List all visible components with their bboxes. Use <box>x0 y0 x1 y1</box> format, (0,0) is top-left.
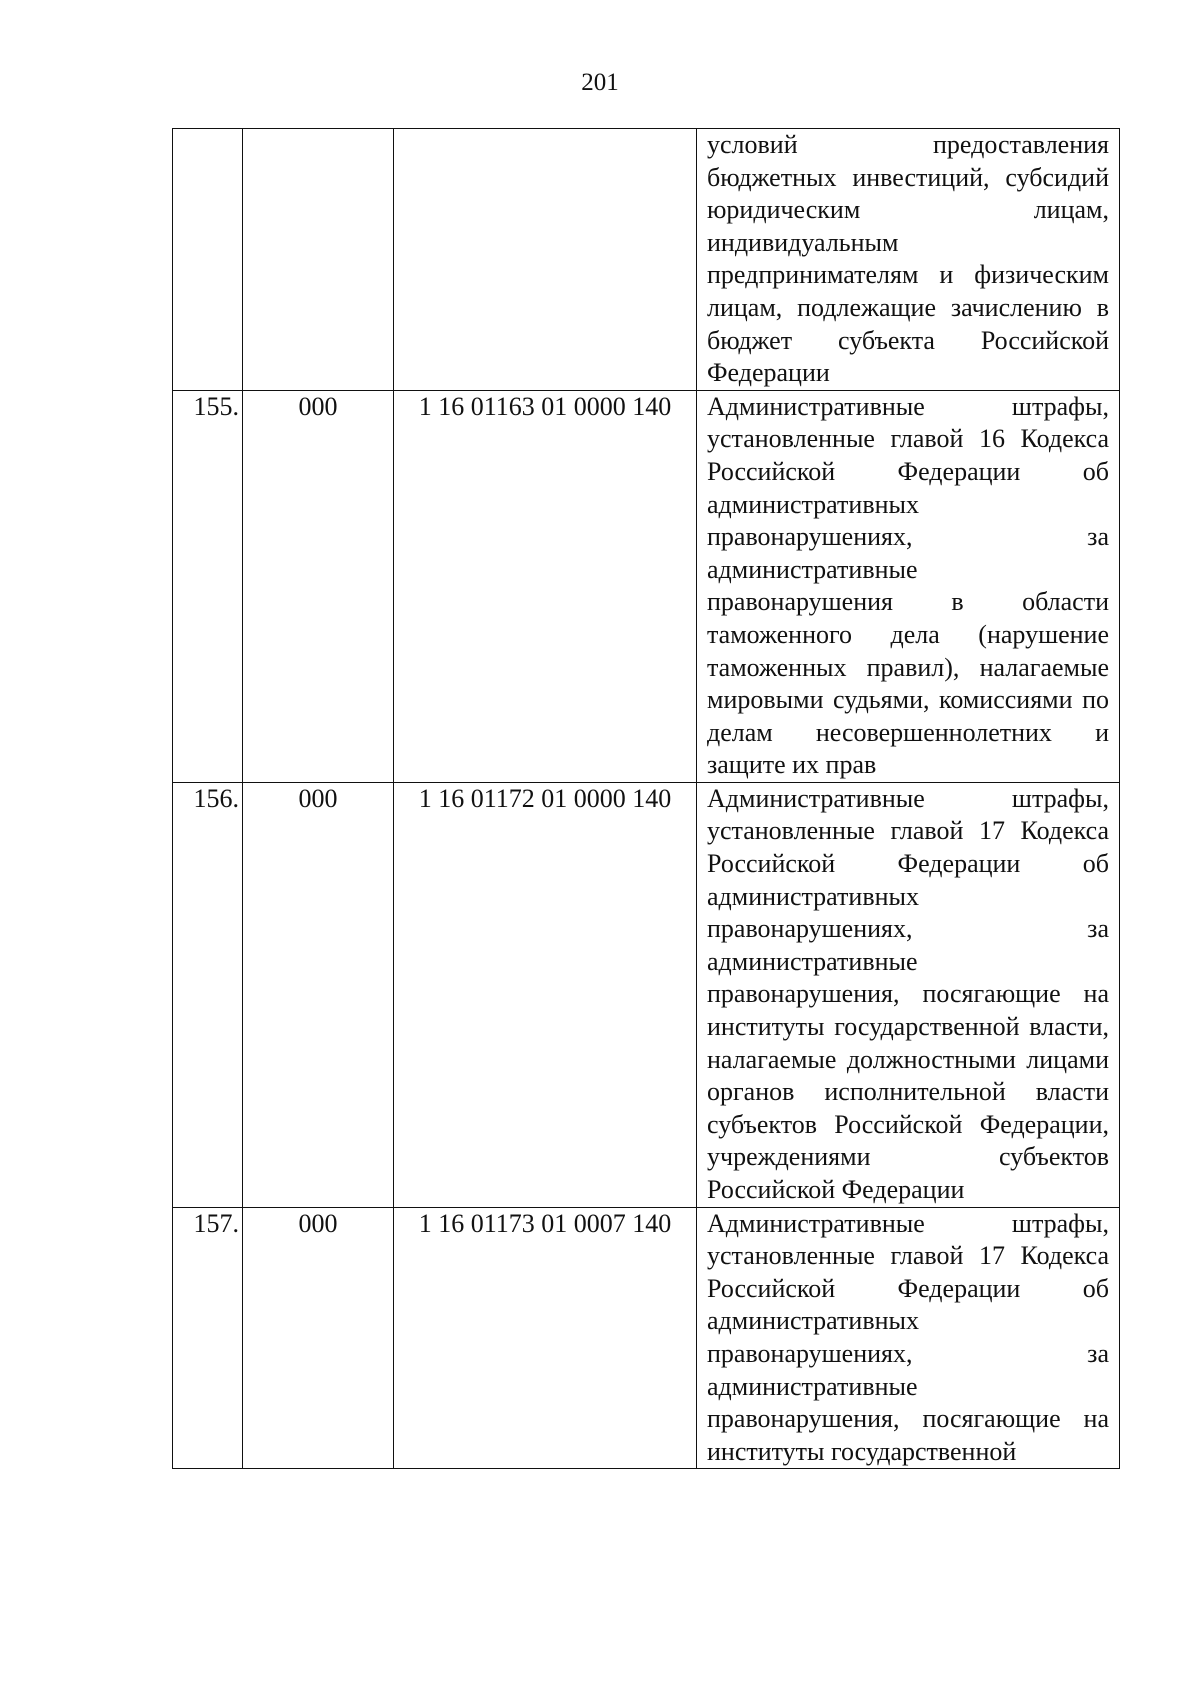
description: условий предоставления бюджетных инвестиций, субсидий юридическим лицам, индивидуальным предпринимателям и физическим лицам, подлежащие зачислению в бюджет субъекта Российской Федерации <box>707 130 1109 388</box>
row-number-cell <box>173 390 243 782</box>
table-row <box>173 390 1120 782</box>
budget-code-cell <box>394 390 697 782</box>
row-number-cell <box>173 782 243 1207</box>
admin-code: 000 <box>298 391 338 421</box>
row-number-cell <box>173 129 243 391</box>
description: Административные штрафы, установленные главой 17 Кодекса Российской Федерации об административных правонарушениях, за административные правонарушения, посягающие на институты государственной <box>707 1208 1109 1466</box>
budget-code: 1 16 01172 01 0000 140 <box>418 783 672 813</box>
description: Административные штрафы, установленные главой 17 Кодекса Российской Федерации об административных правонарушениях, за административные правонарушения, посягающие на институты государственной власти, налагаемые должностными лицами органов исполнительной власти субъектов Российской Федерации, учреждениями субъектов Российской Федерации <box>707 783 1109 1204</box>
table-row <box>173 129 1120 391</box>
description-cell <box>697 390 1120 782</box>
budget-codes-table <box>172 128 1120 1469</box>
budget-code-cell <box>394 129 697 391</box>
row-number-cell <box>173 1207 243 1469</box>
description: Административные штрафы, установленные главой 16 Кодекса Российской Федерации об административных правонарушениях, за административные правонарушения в области таможенного дела (нарушение таможенных правил), налагаемые мировыми судьями, комиссиями по делам несовершеннолетних и защите их прав <box>707 391 1109 780</box>
budget-code: 1 16 01173 01 0007 140 <box>418 1208 672 1238</box>
admin-code-cell <box>243 1207 394 1469</box>
table-row <box>173 782 1120 1207</box>
admin-code: 000 <box>298 1208 338 1238</box>
admin-code-cell <box>243 129 394 391</box>
description-cell <box>697 129 1120 391</box>
admin-code: 000 <box>298 783 338 813</box>
description-cell <box>697 782 1120 1207</box>
row-number: 157. <box>193 1208 239 1238</box>
row-number: 156. <box>193 783 239 813</box>
page-number: 201 <box>581 69 619 96</box>
table-row <box>173 1207 1120 1469</box>
budget-code-cell <box>394 1207 697 1469</box>
description-cell <box>697 1207 1120 1469</box>
budget-code: 1 16 01163 01 0000 140 <box>418 391 672 421</box>
budget-code-cell <box>394 782 697 1207</box>
admin-code-cell <box>243 390 394 782</box>
admin-code-cell <box>243 782 394 1207</box>
row-number: 155. <box>193 391 239 421</box>
